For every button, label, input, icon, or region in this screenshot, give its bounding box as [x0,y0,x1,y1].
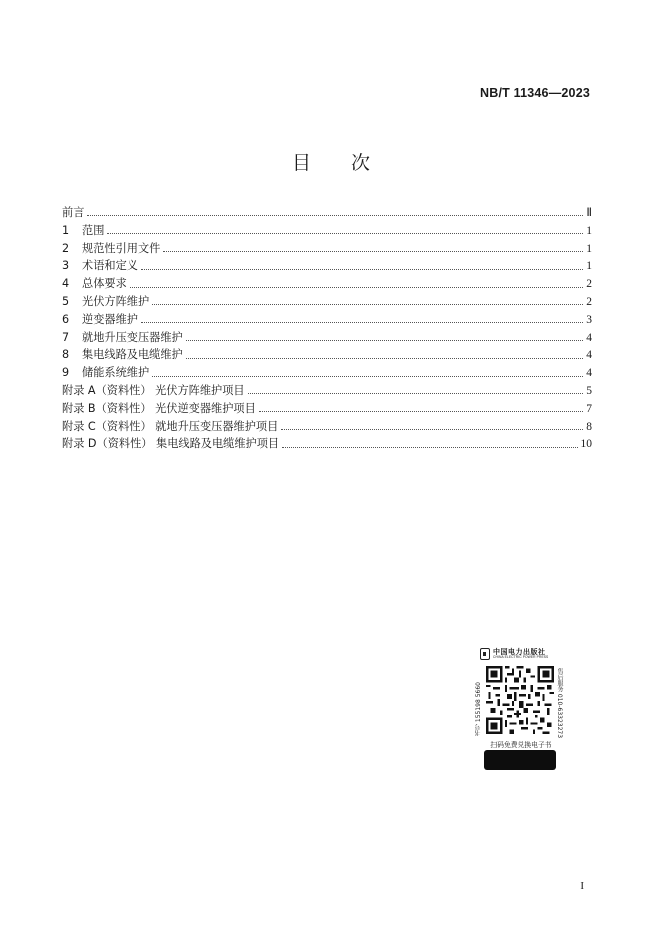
publisher-logo-icon [480,648,490,660]
toc-entry-page: 1 [586,242,592,255]
page-number: I [580,880,584,892]
standard-code: NB/T 11346—2023 [479,86,590,100]
toc-entry-page: 8 [586,420,592,433]
toc-entry-page: 5 [586,384,592,397]
toc-entry-page: 2 [586,295,592,308]
toc-entry-text: 附录 B（资料性） 光伏逆变器维护项目 [62,401,256,415]
toc-entry-9[interactable] [62,364,592,382]
toc-entry-number: 4 [62,277,70,291]
toc-entry-page: 3 [586,313,592,326]
toc-entry-6[interactable] [62,311,592,329]
toc-leader-dots [282,439,577,448]
toc-leader-dots [141,261,583,270]
toc-entry-number: 3 [62,259,70,273]
toc-leader-dots [152,296,583,305]
toc-entry-text: 集电线路及电缆维护 [82,348,183,362]
toc-entry-1[interactable] [62,222,592,240]
page-title [0,148,662,175]
toc-entry-text: 总体要求 [82,277,127,291]
toc-entry-appendix-c[interactable] [62,418,592,436]
toc-entry-page: Ⅱ [586,207,592,219]
toc-entry-foreword[interactable] [62,204,592,222]
toc-entry-text: 就地升压变压器维护 [82,330,183,344]
toc-entry-text: 前言 [62,206,85,219]
toc-entry-4[interactable] [62,275,592,293]
toc-entry-page: 4 [586,331,592,344]
publisher-logo [480,646,560,662]
toc-entry-page: 1 [586,260,592,273]
toc-entry-number: 8 [62,348,70,362]
table-of-contents [62,204,592,453]
isbn-side-text: 书号 155198 5660 [475,682,482,736]
toc-entry-page: 4 [586,367,592,380]
title-char-2: 次 [351,152,371,174]
toc-leader-dots [186,350,583,359]
toc-leader-dots [281,421,583,430]
toc-leader-dots [141,314,583,323]
toc-entry-number: 2 [62,241,70,255]
toc-entry-appendix-d[interactable] [62,435,592,453]
toc-leader-dots [248,385,583,394]
toc-entry-number: 1 [62,223,70,237]
toc-entry-text: 逆变器维护 [82,312,138,326]
toc-leader-dots [163,243,583,252]
qr-caption: 扫码免费兑换电子书 [490,741,552,749]
toc-entry-page: 4 [586,349,592,362]
toc-leader-dots [130,279,583,288]
toc-leader-dots [152,368,583,377]
toc-entry-3[interactable] [62,257,592,275]
toc-entry-page: 2 [586,278,592,291]
toc-entry-page: 10 [580,438,592,451]
toc-entry-number: 7 [62,330,70,344]
title-char-1: 目 [291,152,311,174]
publisher-name-cn: 中国电力出版社 [493,647,546,657]
toc-entry-text: 附录 D（资料性） 集电线路及电缆维护项目 [62,437,280,451]
toc-leader-dots [259,403,583,412]
toc-entry-number: 5 [62,294,70,308]
toc-entry-text: 范围 [82,223,105,237]
toc-entry-appendix-b[interactable] [62,400,592,418]
service-hotline-side-text: 售后服务 010-63323273 [556,668,563,739]
toc-entry-page: 7 [586,402,592,415]
toc-entry-2[interactable] [62,240,592,258]
toc-leader-dots [107,225,583,234]
toc-entry-text: 附录 C（资料性） 就地升压变压器维护项目 [62,419,279,433]
toc-entry-8[interactable] [62,346,592,364]
toc-leader-dots [87,207,583,216]
toc-entry-appendix-a[interactable] [62,382,592,400]
toc-entry-7[interactable] [62,329,592,347]
redacted-code-label [484,750,556,770]
publisher-name-en: CHINA ELECTRIC POWER PRESS [493,655,549,660]
toc-entry-text: 储能系统维护 [82,366,150,380]
toc-entry-number: 9 [62,366,70,380]
toc-entry-number: 6 [62,312,70,326]
toc-entry-page: 1 [586,224,592,237]
toc-entry-text: 术语和定义 [82,259,138,273]
ebook-qr-block [475,646,564,770]
toc-leader-dots [186,332,583,341]
toc-entry-text: 附录 A（资料性） 光伏方阵维护项目 [62,383,245,397]
toc-entry-5[interactable] [62,293,592,311]
toc-entry-text: 光伏方阵维护 [82,294,150,308]
toc-entry-text: 规范性引用文件 [82,241,161,255]
qr-code-icon[interactable] [486,666,554,734]
